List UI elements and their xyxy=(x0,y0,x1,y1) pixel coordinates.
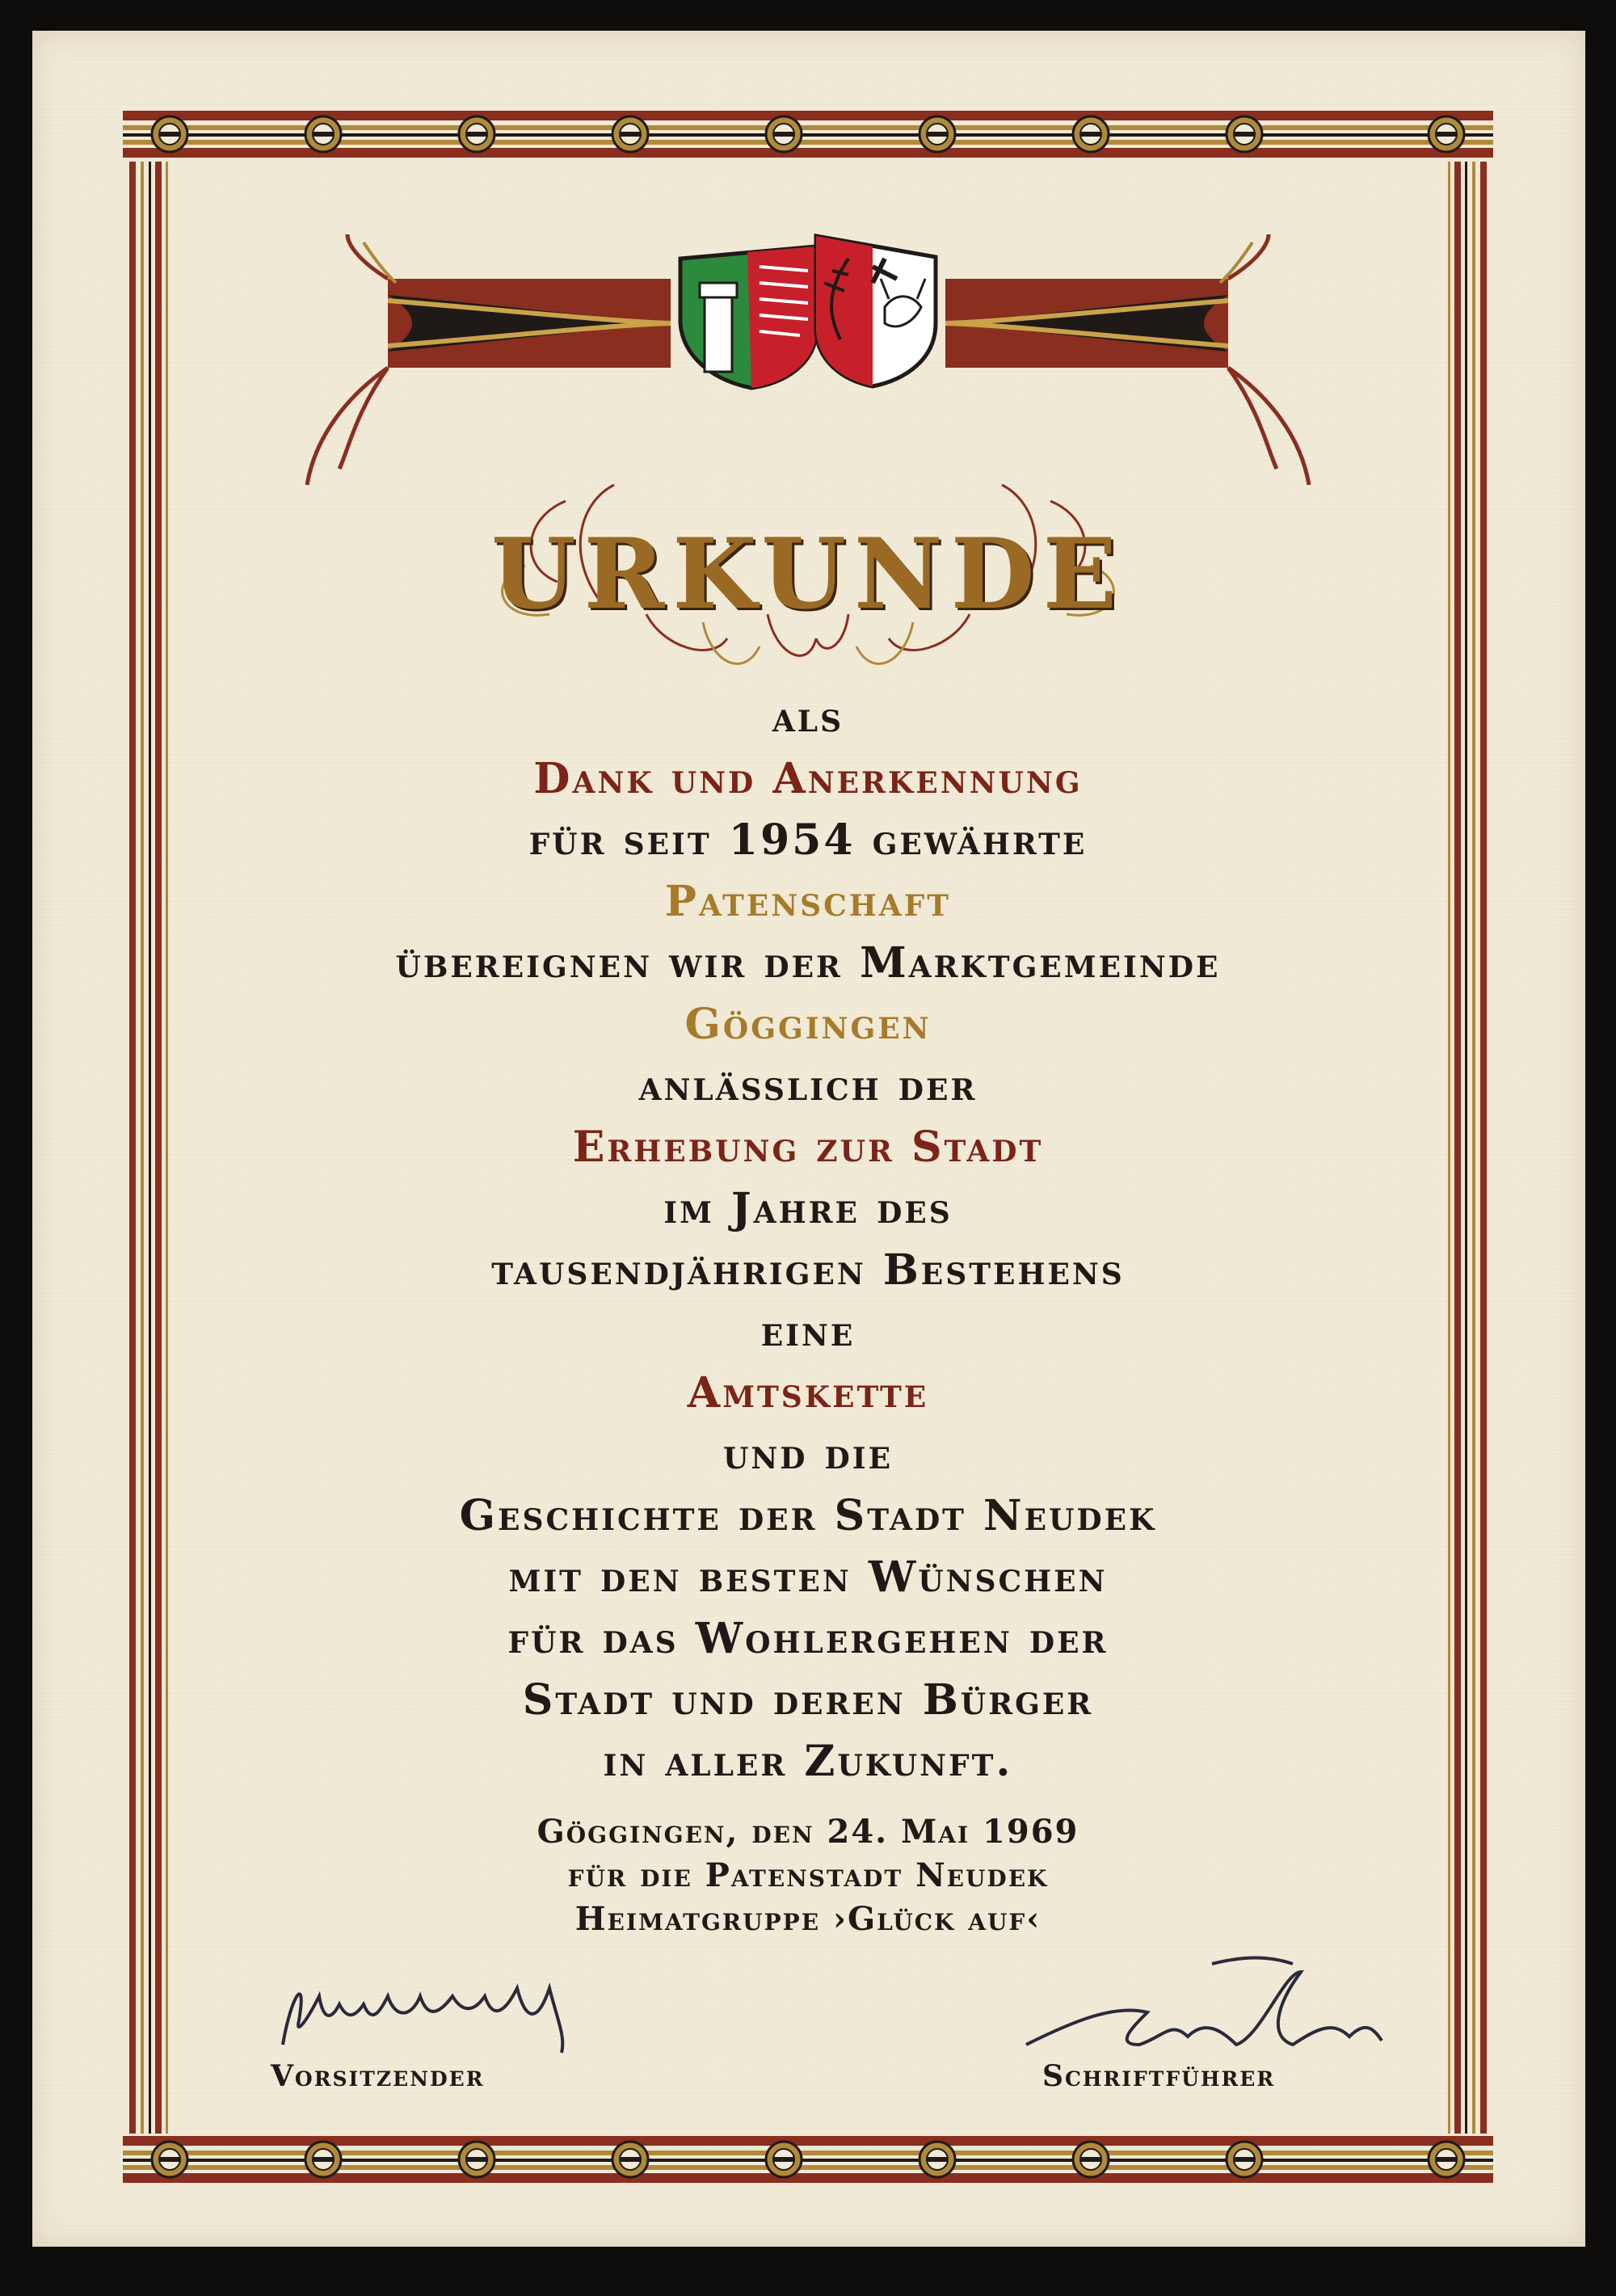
body-line: Amtskette xyxy=(687,1368,929,1418)
rosette-bar xyxy=(620,2157,641,2162)
rosette-bar xyxy=(927,132,948,137)
body-line: anlässlich der xyxy=(638,1061,978,1110)
rosette-bar xyxy=(159,2157,180,2162)
signature-role-left: Vorsitzender xyxy=(271,2059,485,2093)
rosette-bar xyxy=(313,132,334,137)
rosette-bar xyxy=(1080,2157,1101,2162)
certificate-body xyxy=(162,687,1454,1793)
footer-line-3: Heimatgruppe ›Glück auf‹ xyxy=(574,1900,1042,1938)
signature-right xyxy=(1026,1958,1382,2045)
rosette-bar xyxy=(620,132,641,137)
footer-line-2: für die Patenstadt Neudek xyxy=(567,1856,1049,1894)
body-line: als xyxy=(772,693,844,742)
coat-of-arms-tower-icon xyxy=(680,246,816,388)
body-line: übereignen wir der Marktgemeinde xyxy=(395,938,1221,988)
body-line: Geschichte der Stadt Neudek xyxy=(459,1491,1157,1540)
body-line: Patenschaft xyxy=(664,877,952,926)
body-line: tausendjährigen Bestehens xyxy=(491,1245,1125,1295)
certificate-footer xyxy=(323,1810,1293,1941)
footer-date-line: Göggingen, den 24. Mai 1969 xyxy=(537,1813,1079,1851)
rosette-bar xyxy=(927,2157,948,2162)
rosette-bar xyxy=(1234,2157,1255,2162)
rosette-bar xyxy=(1080,132,1101,137)
body-line: für das Wohlergehen der xyxy=(507,1614,1109,1663)
rosette-bar xyxy=(1234,132,1255,137)
signature-role-right: Schriftführer xyxy=(1042,2059,1276,2093)
body-line: mit den besten Wünschen xyxy=(508,1552,1108,1602)
rosette-bar xyxy=(313,2157,334,2162)
rosette-bar xyxy=(773,132,794,137)
coat-of-arms-hammer-deer-icon xyxy=(816,236,936,386)
body-line: eine xyxy=(760,1307,856,1356)
body-line: für seit 1954 gewährte xyxy=(528,815,1088,865)
body-line: Stadt und deren Bürger xyxy=(522,1675,1094,1725)
body-line: in aller Zukunft. xyxy=(603,1737,1013,1786)
rosette-bar xyxy=(773,2157,794,2162)
certificate-title: URKUNDE xyxy=(490,517,1126,631)
body-line: Dank und Anerkennung xyxy=(533,754,1083,803)
rosette-bar xyxy=(466,2157,487,2162)
rosette-bar xyxy=(1436,132,1457,137)
rosette-bar xyxy=(1436,2157,1457,2162)
rosette-bar xyxy=(466,132,487,137)
body-line: Erhebung zur Stadt xyxy=(572,1123,1044,1172)
signature-left xyxy=(283,1988,562,2053)
body-line: und die xyxy=(722,1430,894,1479)
rosette-bar xyxy=(159,132,180,137)
body-line: im Jahre des xyxy=(663,1184,953,1233)
body-line: Göggingen xyxy=(684,1000,932,1049)
